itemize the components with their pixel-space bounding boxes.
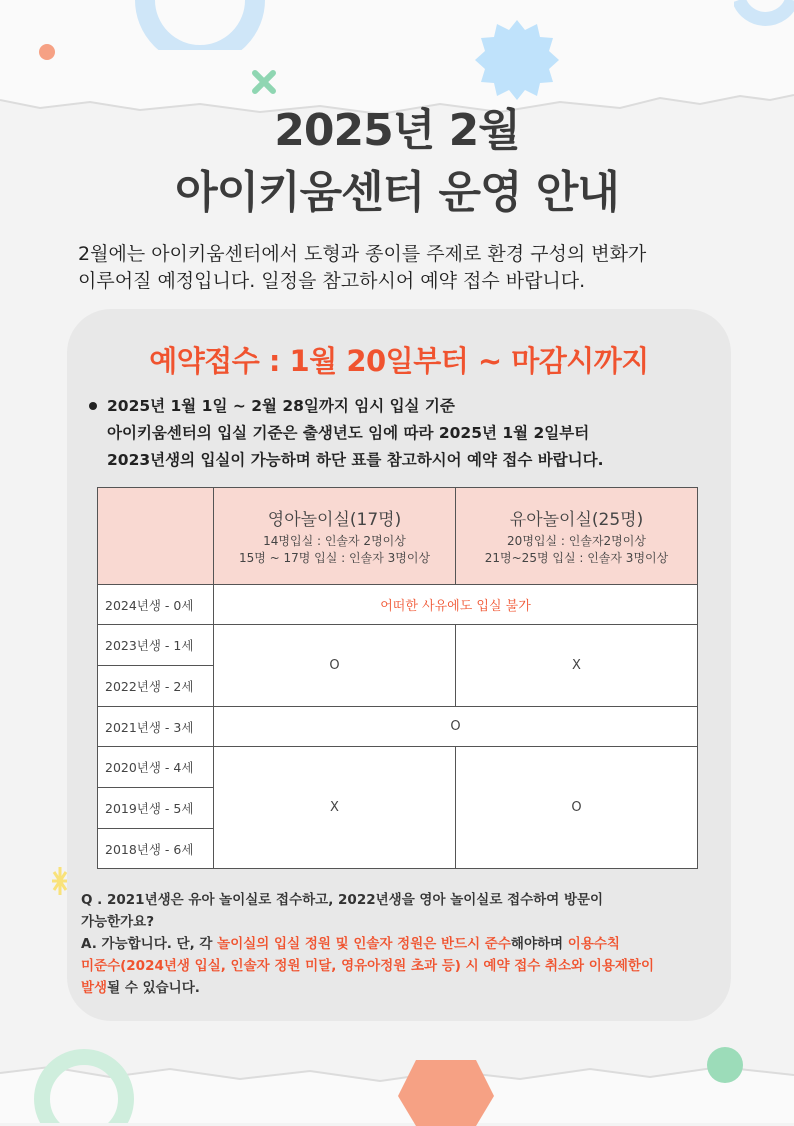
notice-line-1: 2025년 1월 1일 ~ 2월 28일까지 임시 입실 기준 <box>107 397 455 415</box>
admission-notice <box>89 393 719 474</box>
table-header-row <box>98 488 698 585</box>
title-line-1: 2025년 2월 <box>274 105 520 156</box>
reservation-headline: 예약접수 : 1월 20일부터 ~ 마감시까지 <box>149 344 649 378</box>
table-row <box>98 585 698 625</box>
orange-dot <box>39 44 55 60</box>
age-cell: 2023년생 - 1세 <box>98 625 214 666</box>
toddler-room-name: 유아놀이실(25명) <box>509 510 644 530</box>
page-title <box>0 100 794 224</box>
table-row <box>98 625 698 666</box>
blue-ring-corner <box>734 0 794 30</box>
age-cell: 2022년생 - 2세 <box>98 666 214 707</box>
age-cell: 2018년생 - 6세 <box>98 829 214 869</box>
notice-line-2: 아이키움센터의 입실 기준은 출생년도 임에 따라 2025년 1월 2일부터 <box>107 424 590 442</box>
answer-highlight: 놀이실의 입실 정원 및 인솔자 정원은 반드시 준수 <box>217 936 511 952</box>
infant-room-rule-2: 15명 ~ 17명 입실 : 인솔자 3명이상 <box>238 551 431 565</box>
faq-answer-line-2: 미준수(2024년생 입실, 인솔자 정원 미달, 영유아정원 초과 등) 시 예약 접수 취소와 이용제한이 <box>81 958 655 974</box>
infant-room-rule-1: 14명입실 : 인솔자 2명이상 <box>263 534 406 548</box>
green-dot <box>707 1047 743 1083</box>
toddler-availability-cell: O <box>456 747 698 869</box>
age-cell: 2020년생 - 4세 <box>98 747 214 788</box>
blue-ring-top <box>135 0 265 50</box>
toddler-room-rule-1: 20명입실 : 인솔자2명이상 <box>507 534 646 548</box>
orange-hexagon <box>396 1056 496 1126</box>
notice-line-3: 2023년생의 입실이 가능하며 하단 표를 참고하시어 예약 접수 바랍니다. <box>107 451 604 469</box>
green-cross <box>251 69 277 95</box>
blue-burst <box>475 18 559 102</box>
title-line-2: 아이키움센터 운영 안내 <box>175 167 619 218</box>
both-availability-cell: O <box>214 707 698 747</box>
faq-question-line-2: 가능한가요? <box>81 914 155 930</box>
faq-block <box>81 889 721 999</box>
faq-answer-line-1 <box>81 933 721 955</box>
bullet-icon <box>89 402 97 410</box>
age-cell: 2021년생 - 3세 <box>98 707 214 747</box>
green-ring-bottom <box>30 1043 140 1123</box>
intro-line-1: 2월에는 아이키움센터에서 도형과 종이를 주제로 환경 구성의 변화가 <box>78 243 647 265</box>
intro-paragraph <box>78 241 728 295</box>
answer-highlight: 이용수칙 <box>567 936 620 952</box>
table-row <box>98 747 698 788</box>
answer-text: 해야하며 <box>510 936 568 952</box>
header-infant-room <box>214 488 456 585</box>
infant-room-name: 영아놀이실(17명) <box>267 510 402 530</box>
toddler-availability-cell: X <box>456 625 698 707</box>
age-cell: 2019년생 - 5세 <box>98 788 214 829</box>
table-row <box>98 707 698 747</box>
faq-answer-line-3 <box>81 977 721 999</box>
infant-availability-cell: O <box>214 625 456 707</box>
answer-text: 될 수 있습니다. <box>107 980 200 996</box>
age-cell: 2024년생 - 0세 <box>98 585 214 625</box>
header-blank-cell <box>98 488 214 585</box>
header-toddler-room <box>456 488 698 585</box>
toddler-room-rule-2: 21명~25명 입실 : 인솔자 3명이상 <box>484 551 669 565</box>
faq-question-line-1: Q . 2021년생은 유아 놀이실로 접수하고, 2022년생을 영아 놀이실로 접수하여 방문이 <box>81 892 604 908</box>
answer-highlight: 발생 <box>81 980 108 996</box>
admission-table <box>97 487 698 869</box>
reservation-card <box>67 309 731 1021</box>
intro-line-2: 이루어질 예정입니다. 일정을 참고하시어 예약 접수 바랍니다. <box>78 270 586 292</box>
yellow-burst <box>52 864 68 898</box>
no-entry-cell: 어떠한 사유에도 입실 불가 <box>214 585 698 625</box>
answer-text: A. 가능합니다. 단, 각 <box>81 936 218 952</box>
infant-availability-cell: X <box>214 747 456 869</box>
